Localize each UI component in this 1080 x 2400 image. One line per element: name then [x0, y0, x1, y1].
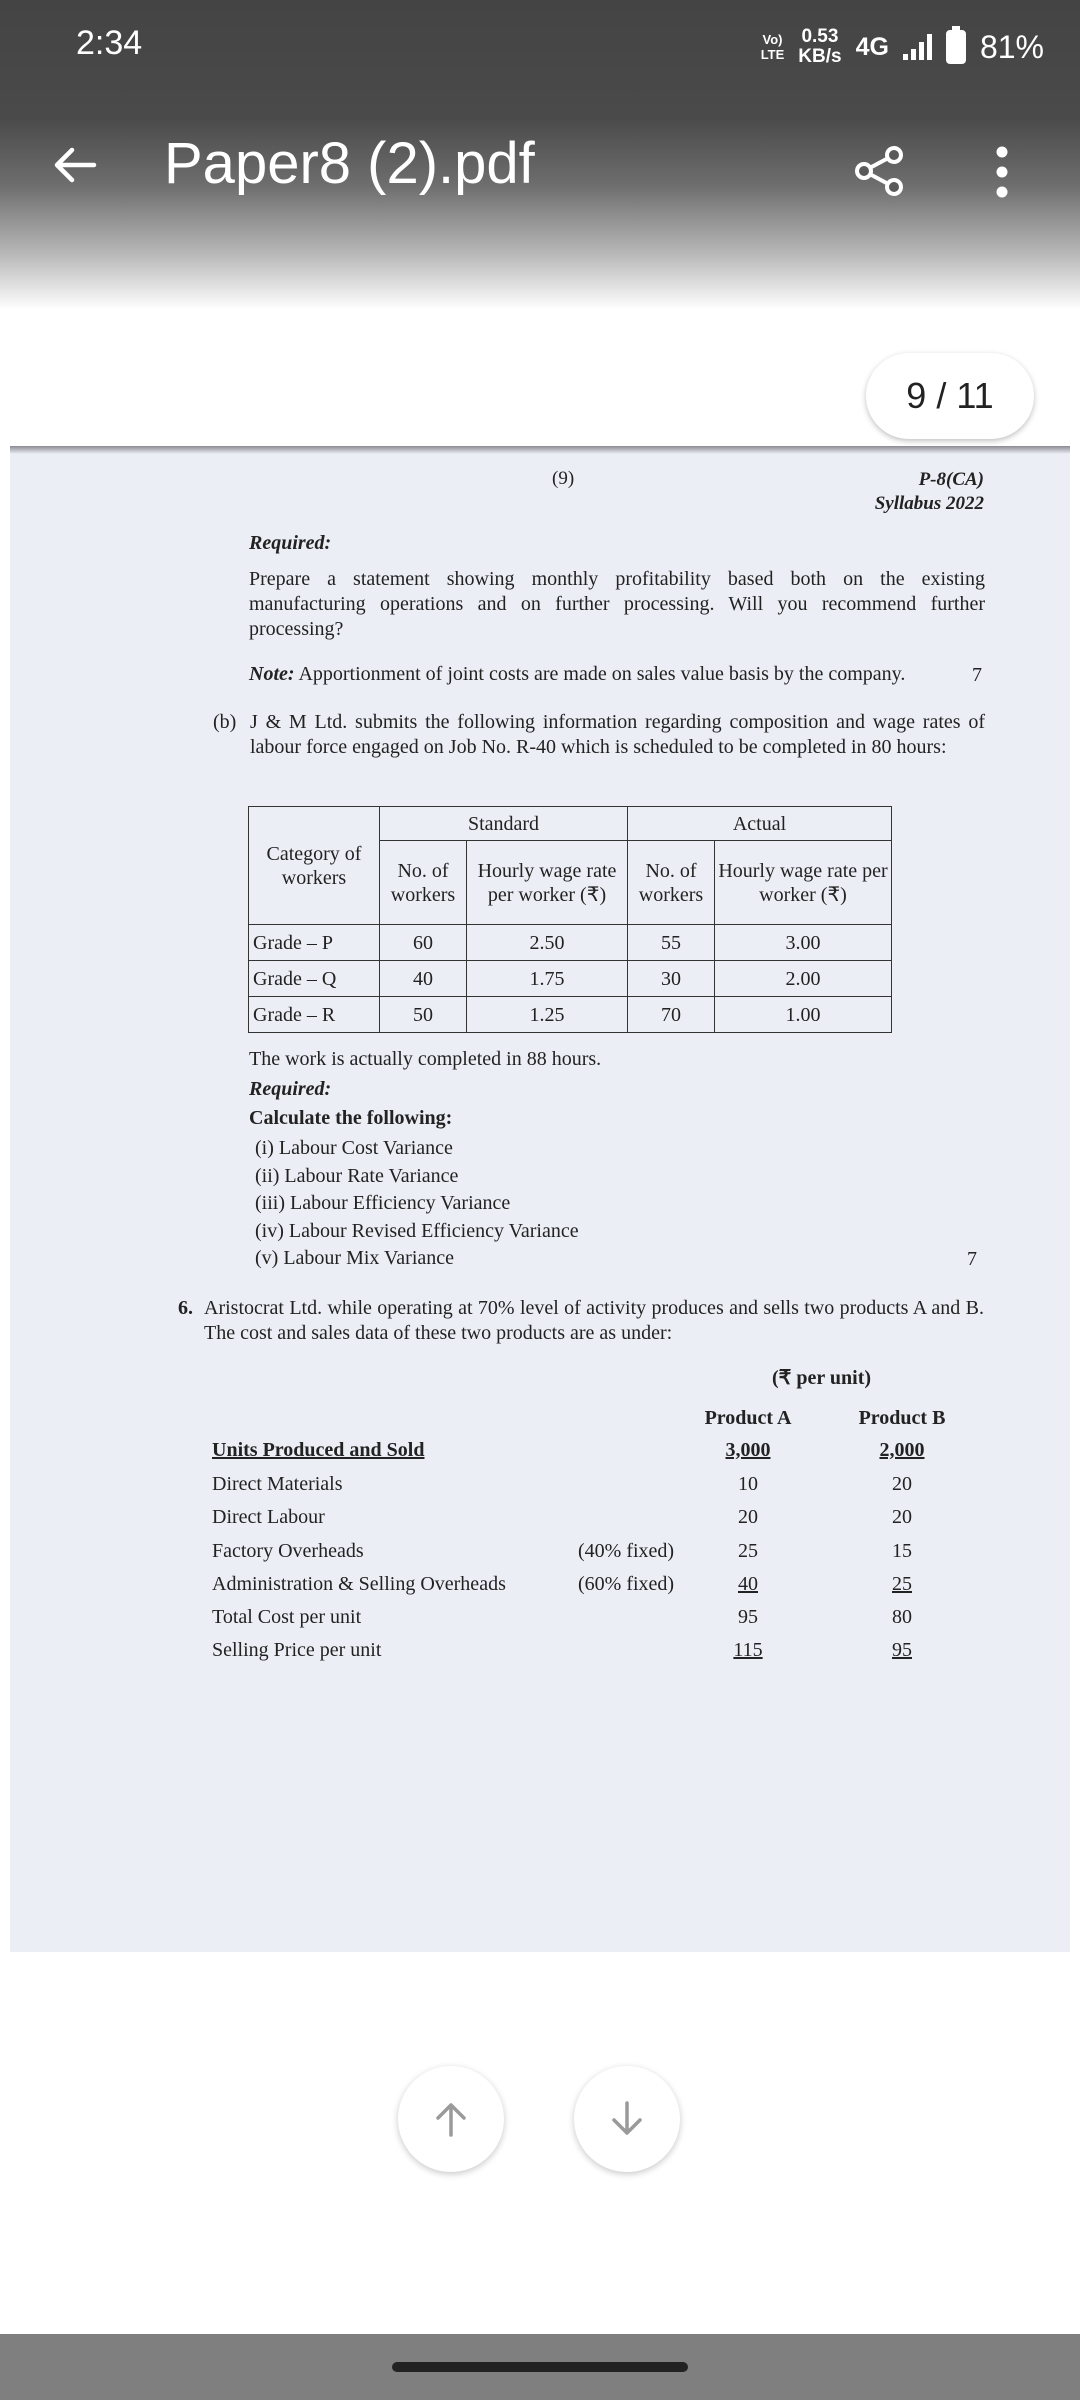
col-act-workers: No. of workers [628, 841, 715, 925]
back-arrow-icon[interactable] [50, 140, 100, 190]
per-unit-label: (₹ per unit) [772, 1367, 872, 1389]
cost-b: 15 [892, 1540, 912, 1562]
required2-heading: Required: [249, 1078, 332, 1100]
cost-b: 25 [892, 1573, 912, 1595]
note-label: Note: [249, 663, 295, 685]
col-std-rate: Hourly wage rate per worker (₹) [467, 841, 628, 925]
more-vert-icon[interactable] [990, 142, 1014, 202]
required-text: Prepare a statement showing monthly profitability based both on the existing manufacturing operations and on further processing. Will you recommend further processing? [249, 568, 985, 640]
cost-row-label: Factory Overheads [212, 1540, 364, 1562]
network-type: 4G [855, 32, 889, 61]
system-navigation-bar [0, 2334, 1080, 2400]
cost-b: 2,000 [879, 1439, 925, 1461]
completed-text: The work is actually completed in 88 hours. [249, 1048, 602, 1070]
grade-cell: Grade – P [249, 925, 380, 961]
cost-row-label: Administration & Selling Overheads [212, 1573, 506, 1595]
labour-table [248, 806, 892, 1033]
table-row [249, 925, 892, 961]
cost-row-label: Selling Price per unit [212, 1639, 382, 1661]
act-workers-cell: 55 [628, 925, 715, 961]
cost-a: 25 [738, 1540, 758, 1562]
battery-icon [946, 30, 966, 64]
grade-cell: Grade – R [249, 997, 380, 1033]
speed-unit: KB/s [798, 46, 842, 67]
table-row [249, 997, 892, 1033]
cost-a: 115 [733, 1639, 763, 1661]
col-std-workers: No. of workers [380, 841, 467, 925]
paper-code-line2: Syllabus 2022 [874, 493, 984, 514]
battery-level: 81% [979, 28, 1044, 65]
home-gesture-handle[interactable] [392, 2362, 688, 2372]
part-b-label: (b) [213, 711, 237, 733]
cost-row-note: (40% fixed) [578, 1540, 675, 1562]
cost-b: 80 [892, 1606, 912, 1628]
share-icon[interactable] [852, 144, 906, 198]
std-workers-cell: 40 [380, 961, 467, 997]
volte-icon [761, 32, 785, 62]
col-act-rate: Hourly wage rate per worker (₹) [715, 841, 892, 925]
cost-row-label: Direct Labour [212, 1506, 325, 1528]
note-marks: 7 [972, 664, 982, 686]
status-time: 2:34 [76, 24, 143, 62]
cost-row-label: Direct Materials [212, 1473, 343, 1495]
app-bar [0, 120, 1080, 210]
list-item: (v) Labour Mix Variance [255, 1247, 455, 1269]
cost-b: 20 [892, 1473, 912, 1495]
calc-marks: 7 [967, 1248, 977, 1270]
std-workers-cell: 50 [380, 997, 467, 1033]
act-workers-cell: 30 [628, 961, 715, 997]
required-heading: Required: [249, 532, 332, 554]
previous-page-button[interactable] [398, 2066, 504, 2172]
col-product-a: Product A [704, 1407, 792, 1429]
paper-code-line1: P-8(CA) [918, 469, 984, 490]
note-line [249, 662, 905, 687]
col-category: Category of workers [249, 807, 380, 925]
act-rate-cell: 3.00 [715, 925, 892, 961]
paper-code [800, 468, 984, 516]
group-actual: Actual [628, 807, 892, 841]
list-item: (ii) Labour Rate Variance [255, 1164, 459, 1187]
part-b-text: J & M Ltd. submits the following information regarding composition and wage rates of labour force engaged on Job No. R-40 which is scheduled to be completed in 80 hours: [250, 711, 985, 758]
q6-text: Aristocrat Ltd. while operating at 70% level of activity produces and sells two products A and B. The cost and sales data of these two products are as under: [204, 1297, 984, 1344]
col-product-b: Product B [858, 1407, 946, 1429]
next-page-button[interactable] [574, 2066, 680, 2172]
arrow-up-icon [431, 2099, 471, 2139]
std-workers-cell: 60 [380, 925, 467, 961]
list-item: (i) Labour Cost Variance [255, 1137, 453, 1159]
cost-row-label: Total Cost per unit [212, 1606, 362, 1628]
document-title: Paper8 (2).pdf [164, 131, 535, 196]
status-bar [0, 22, 1080, 72]
top-bar [0, 0, 1080, 310]
volte-bottom: LTE [760, 47, 785, 62]
std-rate-cell: 2.50 [467, 925, 628, 961]
speed-value: 0.53 [801, 26, 839, 47]
page-number: (9) [552, 468, 575, 489]
cost-a: 40 [738, 1573, 758, 1595]
q6-number: 6. [178, 1297, 193, 1319]
cost-a: 95 [738, 1606, 758, 1628]
std-rate-cell: 1.25 [467, 997, 628, 1033]
note-text: Apportionment of joint costs are made on sales value basis by the company. [298, 663, 906, 685]
cost-b: 95 [892, 1639, 912, 1661]
cost-row-note: (60% fixed) [578, 1573, 675, 1595]
list-item: (iv) Labour Revised Efficiency Variance [255, 1219, 579, 1242]
page-indicator: 9 / 11 [866, 353, 1034, 439]
signal-icon [903, 34, 932, 60]
grade-cell: Grade – Q [249, 961, 380, 997]
cost-a: 20 [738, 1506, 758, 1528]
network-speed [798, 27, 841, 67]
cost-b: 20 [892, 1506, 912, 1528]
calculate-heading: Calculate the following: [249, 1107, 453, 1129]
cost-row-label: Units Produced and Sold [212, 1439, 425, 1461]
act-rate-cell: 1.00 [715, 997, 892, 1033]
std-rate-cell: 1.75 [467, 961, 628, 997]
act-workers-cell: 70 [628, 997, 715, 1033]
arrow-down-icon [607, 2099, 647, 2139]
volte-top: Vo) [762, 32, 783, 47]
status-icons [761, 22, 1044, 72]
act-rate-cell: 2.00 [715, 961, 892, 997]
table-row [249, 961, 892, 997]
cost-a: 10 [738, 1473, 758, 1495]
list-item: (iii) Labour Efficiency Variance [255, 1192, 511, 1214]
group-standard: Standard [380, 807, 628, 841]
cost-a: 3,000 [725, 1439, 771, 1461]
calc-list [255, 1135, 579, 1273]
